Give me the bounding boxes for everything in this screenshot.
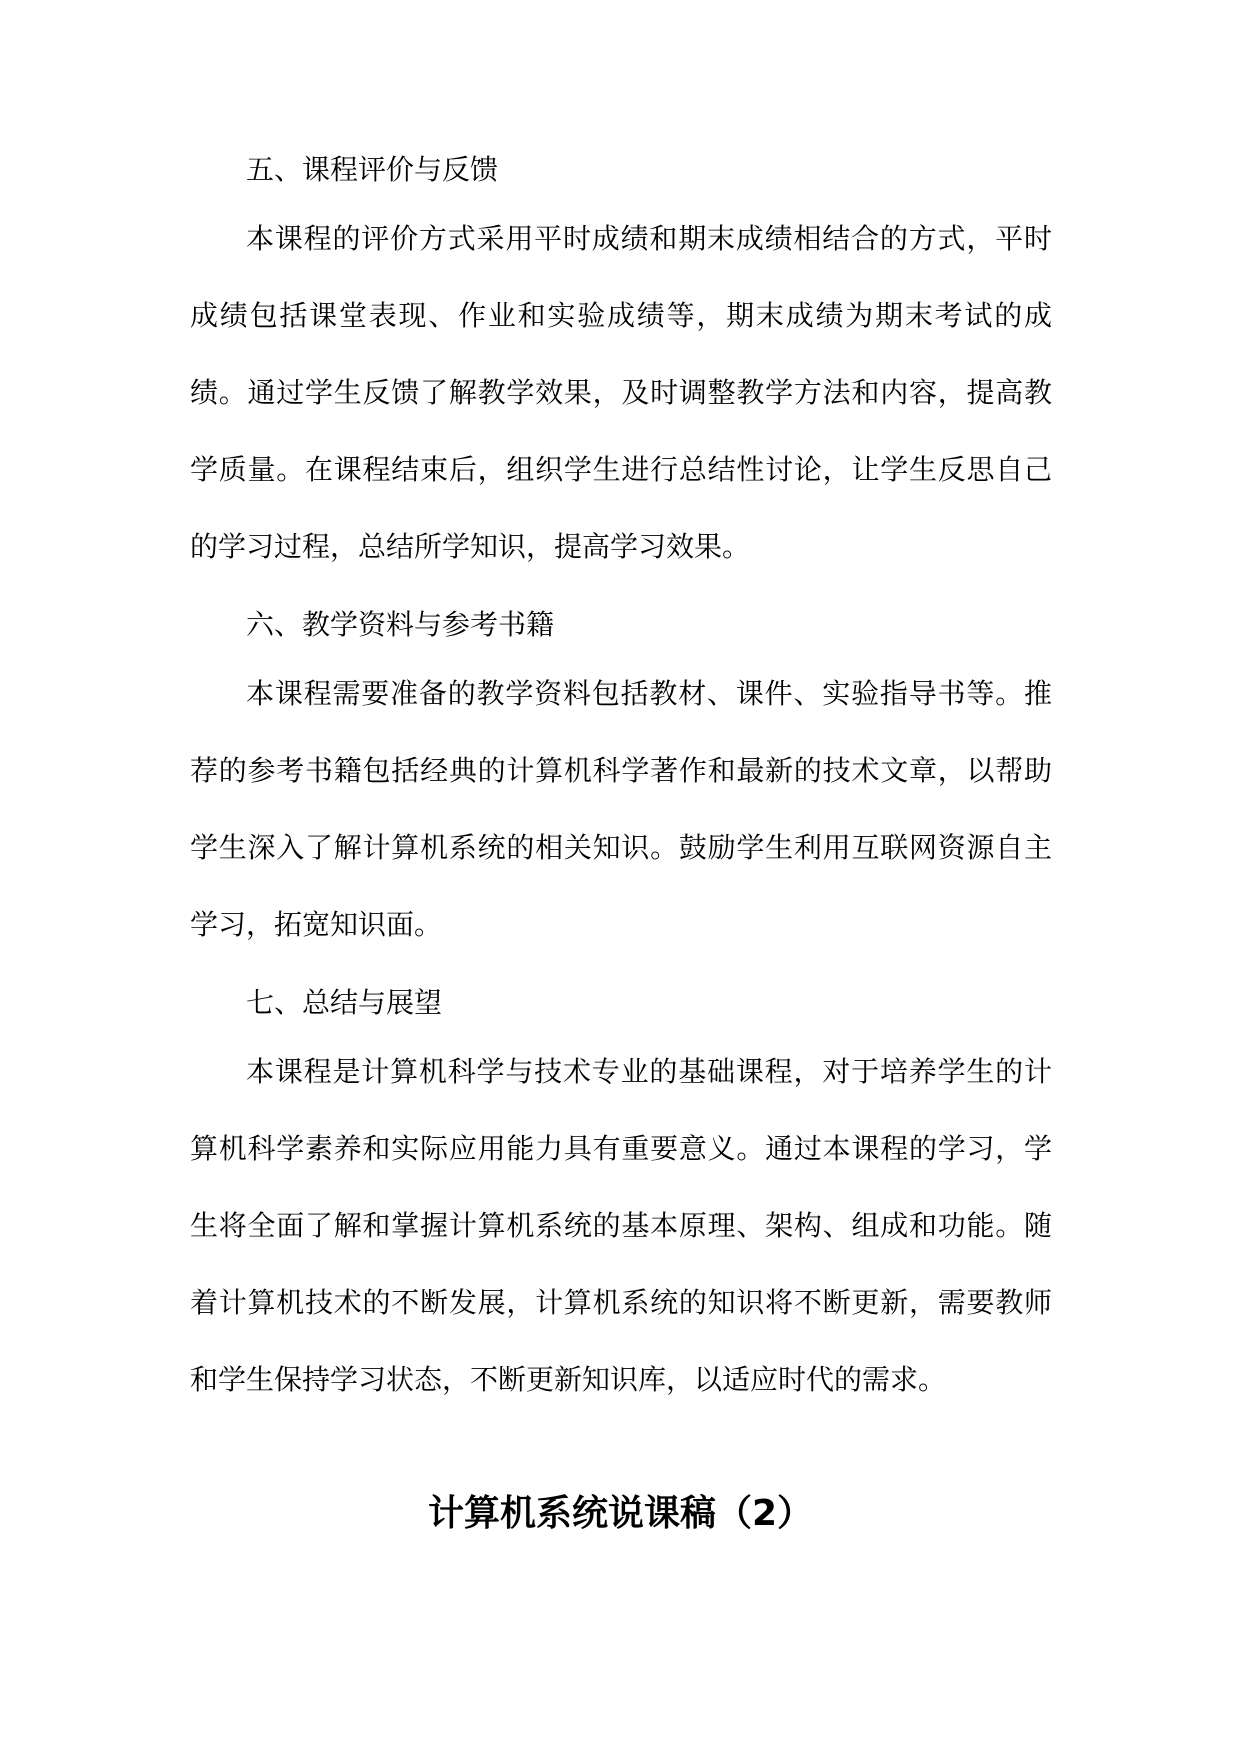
section-heading-evaluation: 五、课程评价与反馈 bbox=[246, 153, 499, 186]
section-heading-summary: 七、总结与展望 bbox=[246, 986, 443, 1019]
next-document-title: 计算机系统说课稿（2） bbox=[427, 1493, 814, 1535]
document-body bbox=[190, 140, 1052, 1418]
section-paragraph-summary: 本课程是计算机科学与技术专业的基础课程，对于培养学生的计算机科学素养和实际应用能力具有重要意义。通过本课程的学习，学生将全面了解和掌握计算机系统的基本原理、架构、组成和功能。随着计算机技术的不断发展，计算机系统的知识将不断更新，需要教师和学生保持学习状态，不断更新知识库，以适应时代的需求。 bbox=[190, 1055, 1052, 1396]
section-paragraph-materials: 本课程需要准备的教学资料包括教材、课件、实验指导书等。推荐的参考书籍包括经典的计算机科学著作和最新的技术文章，以帮助学生深入了解计算机系统的相关知识。鼓励学生利用互联网资源自主学习，拓宽知识面。 bbox=[190, 677, 1052, 941]
section-heading-materials: 六、教学资料与参考书籍 bbox=[246, 608, 555, 641]
section-paragraph-evaluation: 本课程的评价方式采用平时成绩和期末成绩相结合的方式，平时成绩包括课堂表现、作业和实验成绩等，期末成绩为期末考试的成绩。通过学生反馈了解教学效果，及时调整教学方法和内容，提高教学质量。在课程结束后，组织学生进行总结性讨论，让学生反思自己的学习过程，总结所学知识，提高学习效果。 bbox=[190, 222, 1052, 563]
